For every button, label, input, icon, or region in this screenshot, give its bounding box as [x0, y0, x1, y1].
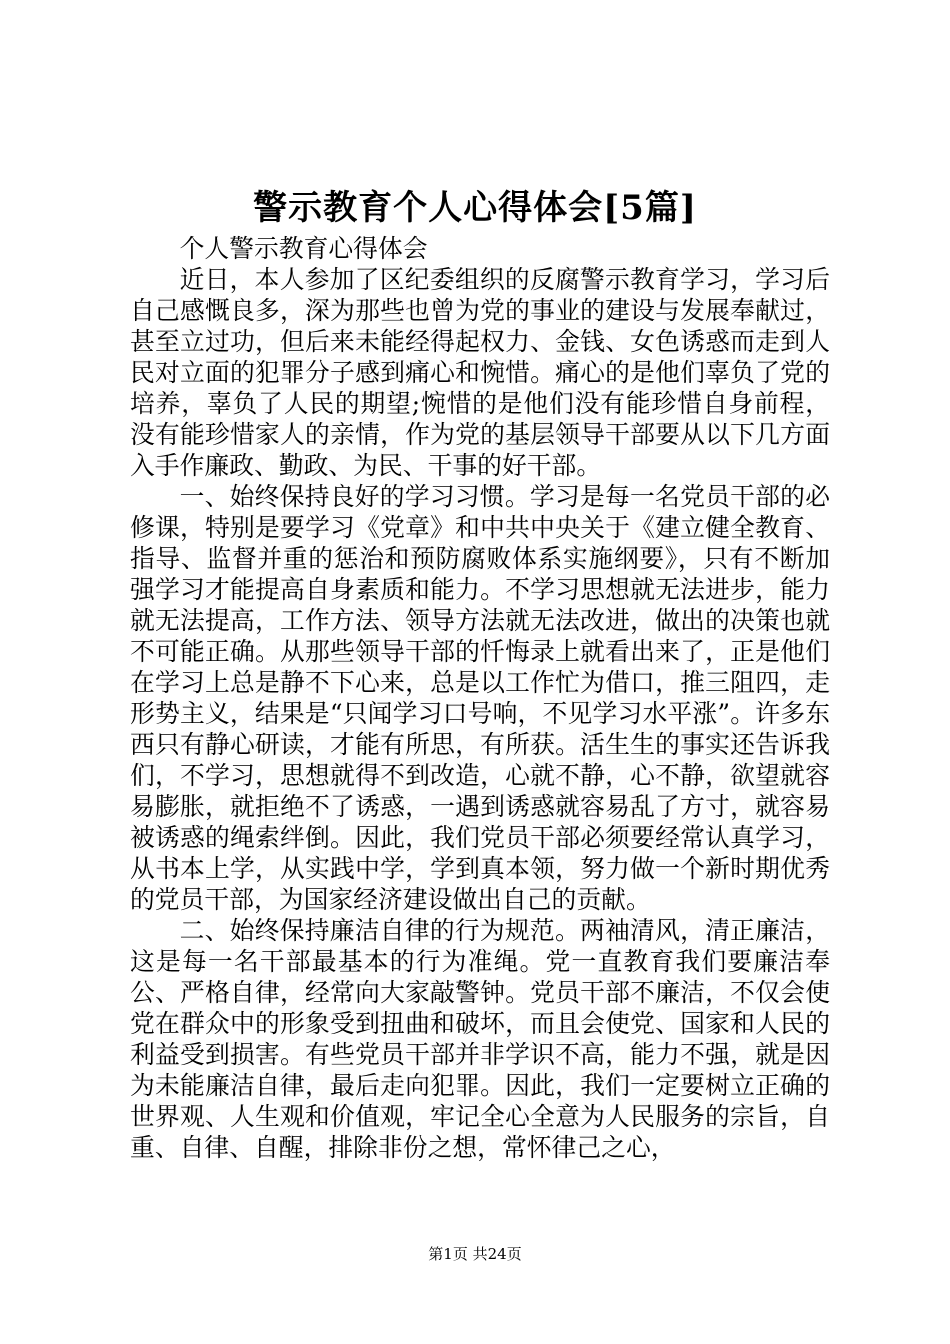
page-footer: 第1页 共24页: [428, 1245, 522, 1263]
document-title: 警示教育个人心得体会[5篇]: [253, 188, 697, 228]
paragraph-section-one: 一、始终保持良好的学习习惯。学习是每一名党员干部的必修课，特别是要学习《党章》和中共中央关于《建立健全教育、指导、监督并重的惩治和预防腐败体系实施纲要》，只有不断加强学习才能提高自身素质和能力。不学习思想就无法进步，能力就无法提高，工作方法、领导方法就无法改进，做出的决策也就不可能正确。从那些领导干部的忏悔录上就看出来了，正是他们在学习上总是静不下心来，总是以工作忙为借口，推三阻四，走形势主义，结果是“只闻学习口号响，不见学习水平涨”。许多东西只有静心研读，才能有所思，有所获。活生生的事实还告诉我们，不学习，思想就得不到改造，心就不静，心不静，欲望就容易膨胀，就拒绝不了诱惑，一遇到诱惑就容易乱了方寸，就容易被诱惑的绳索绊倒。因此，我们党员干部必须要经常认真学习，从书本上学，从实践中学，学到真本领，努力做一个新时期优秀的党员干部，为国家经济建设做出自己的贡献。: [130, 482, 830, 914]
section-subtitle: 个人警示教育心得体会: [179, 234, 428, 263]
paragraph-intro: 近日，本人参加了区纪委组织的反腐警示教育学习，学习后自己感慨良多，深为那些也曾为党的事业的建设与发展奉献过，甚至立过功，但后来未能经得起权力、金钱、女色诱惑而走到人民对立面的犯罪分子感到痛心和惋惜。痛心的是他们辜负了党的培养，辜负了人民的期望;惋惜的是他们没有能珍惜自身前程，没有能珍惜家人的亲情，作为党的基层领导干部要从以下几方面入手作廉政、勤政、为民、干事的好干部。: [130, 265, 830, 480]
paragraph-section-two: 二、始终保持廉洁自律的行为规范。两袖清风，清正廉洁，这是每一名干部最基本的行为准绳。党一直教育我们要廉洁奉公、严格自律，经常向大家敲警钟。党员干部不廉洁，不仅会使党在群众中的形象受到扭曲和破坏，而且会使党、国家和人民的利益受到损害。有些党员干部并非学识不高，能力不强，就是因为未能廉洁自律，最后走向犯罪。因此，我们一定要树立正确的世界观、人生观和价值观，牢记全心全意为人民服务的宗旨，自重、自律、自醒，排除非份之想，常怀律己之心，: [130, 916, 830, 1162]
document-body: [130, 233, 830, 1163]
